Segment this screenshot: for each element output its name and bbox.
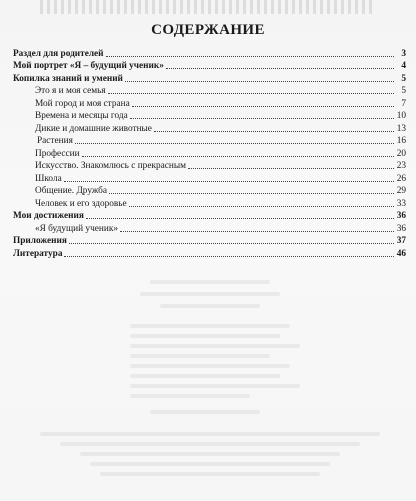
toc-entry <box>13 84 406 97</box>
toc-page-number: 5 <box>401 73 406 84</box>
toc-entry-title: Литература <box>13 248 63 259</box>
toc-entry-title: Дикие и домашние животные <box>35 123 152 134</box>
toc-page-number: 26 <box>396 173 406 184</box>
dot-leader <box>82 155 394 157</box>
toc-page-number: 46 <box>396 248 406 259</box>
toc-entry <box>13 171 406 184</box>
toc-page-number: 5 <box>401 86 406 96</box>
toc-entry-title: Человек и его здоровье <box>35 198 127 209</box>
page-title: СОДЕРЖАНИЕ <box>151 22 265 38</box>
toc-entry <box>13 46 406 59</box>
dot-leader <box>166 67 394 69</box>
toc-entry-title: Искусство. Знакомлюсь с прекрасным <box>35 161 186 171</box>
toc-entry <box>13 159 406 172</box>
toc-page-number: 36 <box>396 223 406 234</box>
toc-entry <box>13 59 406 72</box>
toc-entry-title: «Я будущий ученик» <box>35 223 118 234</box>
toc-page-number: 20 <box>396 148 406 159</box>
toc-entry <box>13 134 406 147</box>
toc-entry <box>13 209 406 222</box>
toc-entry-title: Растения <box>37 136 73 146</box>
toc-entry-title: Мой город и моя страна <box>35 98 130 109</box>
dot-leader <box>154 130 394 132</box>
show-through-text-bottom <box>0 270 416 501</box>
toc-entry-title: Раздел для родителей <box>13 48 104 59</box>
dot-leader <box>120 230 394 232</box>
toc-page-number: 13 <box>396 123 406 134</box>
toc-entry <box>13 234 406 247</box>
dot-leader <box>108 92 394 94</box>
toc-page-number: 10 <box>396 111 406 121</box>
dot-leader <box>109 192 394 194</box>
toc-entry <box>13 246 406 259</box>
toc-entry <box>13 196 406 209</box>
toc-page-number: 16 <box>396 136 406 146</box>
dot-leader <box>125 80 394 82</box>
toc-entry <box>13 121 406 134</box>
toc-page-number: 33 <box>396 198 406 209</box>
dot-leader <box>130 117 394 119</box>
dot-leader <box>64 180 394 182</box>
toc-entry-title: Мой портрет «Я – будущий ученик» <box>13 61 164 71</box>
toc-page-number: 7 <box>401 98 406 109</box>
dot-leader <box>75 142 394 144</box>
dot-leader <box>132 105 394 107</box>
toc-entry <box>13 221 406 234</box>
toc-entry-title: Школа <box>35 173 62 184</box>
toc-page-number: 29 <box>396 186 406 196</box>
dot-leader <box>129 205 394 207</box>
toc-entry <box>13 96 406 109</box>
toc-page-number: 23 <box>396 161 406 171</box>
toc-entry-title: Времена и месяцы года <box>35 111 128 121</box>
toc-page-number: 4 <box>401 61 406 71</box>
toc-entry-title: Это я и моя семья <box>35 86 106 96</box>
toc-entry <box>13 184 406 197</box>
toc-entry <box>13 71 406 84</box>
toc-page-number: 3 <box>401 48 406 59</box>
dot-leader <box>188 167 394 169</box>
dot-leader <box>64 255 394 257</box>
dot-leader <box>106 55 394 57</box>
toc-entry-title: Профессии <box>35 148 80 159</box>
toc-entry-title: Общение. Дружба <box>35 186 108 196</box>
toc-entry <box>13 109 406 122</box>
show-through-text-top <box>40 0 376 14</box>
toc-page-number: 36 <box>396 211 406 221</box>
table-of-contents <box>13 46 406 259</box>
toc-entry-title: Копилка знаний и умений <box>13 73 123 84</box>
toc-entry-title: Приложения <box>13 236 67 246</box>
toc-entry <box>13 146 406 159</box>
toc-page-number: 37 <box>396 236 406 246</box>
dot-leader <box>69 242 394 244</box>
dot-leader <box>86 217 394 219</box>
toc-entry-title: Мои достижения <box>13 211 84 221</box>
